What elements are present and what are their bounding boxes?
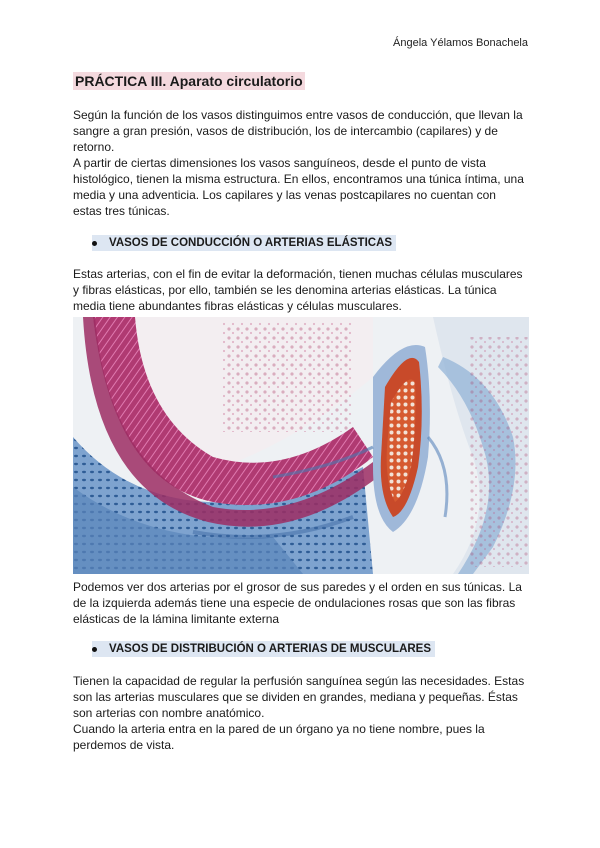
section-heading-text: VASOS DE CONDUCCIÓN O ARTERIAS ELÁSTICAS: [109, 237, 393, 249]
intro-line: Según la función de los vasos distinguimos entre vasos de conducción, que llevan la: [73, 108, 523, 122]
paragraph-line: Cuando la arteria entra en la pared de un órgano ya no tiene nombre, pues la: [73, 722, 485, 736]
intro-paragraph: [73, 107, 533, 219]
caption-line: Podemos ver dos arterias por el grosor de sus paredes y el orden en sus túnicas. La: [73, 580, 522, 594]
section-heading-conduction: [92, 235, 396, 251]
paragraph-line: son las arterias musculares que se dividen en grandes, mediana y pequeñas. Éstas: [73, 690, 518, 704]
bullet-icon: [92, 647, 97, 652]
bullet-icon: [92, 241, 97, 246]
paragraph-line: Estas arterias, con el fin de evitar la deformación, tienen muchas células musculares: [73, 267, 523, 281]
paragraph-line: perdemos de vista.: [73, 738, 175, 752]
intro-line: histológico, tienen la misma estructura. En ellos, encontramos una túnica íntima, una: [73, 172, 524, 186]
figure-caption: [73, 579, 533, 627]
conduction-paragraph: [73, 266, 533, 314]
author-name: Ángela Yélamos Bonachela: [393, 37, 528, 49]
page-title: PRÁCTICA III. Aparato circulatorio: [75, 73, 303, 89]
histology-image: [73, 317, 529, 574]
intro-line: retorno.: [73, 140, 115, 154]
caption-line: elásticas de la lámina limitante externa: [73, 612, 280, 626]
intro-line: media y una adventicia. Los capilares y las venas postcapilares no cuentan con: [73, 188, 496, 202]
caption-line: de la izquierda además tiene una especie de ondulaciones rosas que son las fibras: [73, 596, 516, 610]
paragraph-line: y fibras elásticas, por ello, también se les denomina arterias elásticas. La túnica: [73, 283, 497, 297]
intro-line: estas tres túnicas.: [73, 204, 170, 218]
paragraph-line: son arterias con nombre anatómico.: [73, 706, 265, 720]
section-heading-distribution: [92, 641, 435, 657]
distribution-paragraph: [73, 673, 533, 753]
section-heading-text: VASOS DE DISTRIBUCIÓN O ARTERIAS DE MUSCULARES: [109, 643, 432, 655]
intro-line: sangre a gran presión, vasos de distribución, los de intercambio (capilares) y de: [73, 124, 498, 138]
intro-line: A partir de ciertas dimensiones los vasos sanguíneos, desde el punto de vista: [73, 156, 486, 170]
paragraph-line: Tienen la capacidad de regular la perfusión sanguínea según las necesidades. Estas: [73, 674, 525, 688]
paragraph-line: media tiene abundantes fibras elásticas y células musculares.: [73, 299, 402, 313]
